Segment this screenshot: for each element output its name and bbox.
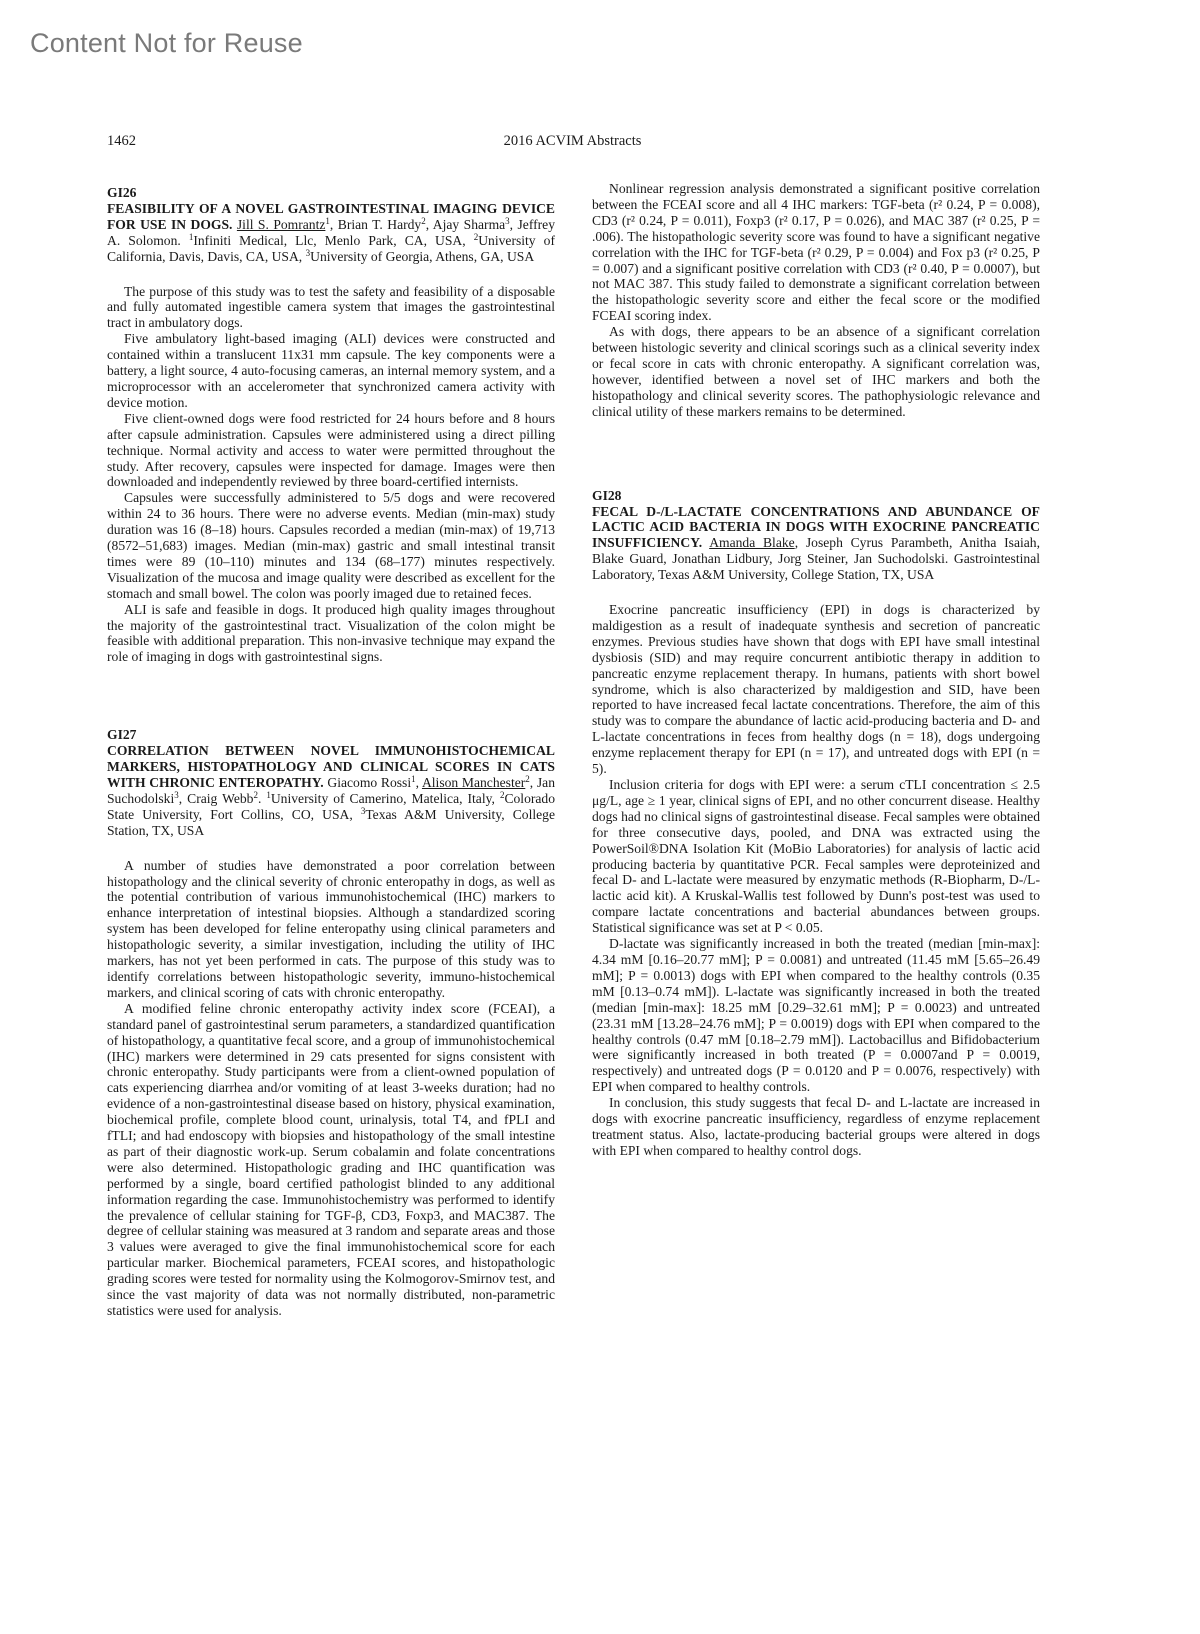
abstract-paragraph: Five ambulatory light-based imaging (ALI) devices were constructed and contained within a translucent 11x31 mm capsule. The key components were a battery, a light source, 4 auto-focusing cameras, an internal memory system, and a microprocessor with an accelerometer that synchronized camera activity with device motion. — [107, 331, 555, 410]
abstract-id: GI27 — [107, 727, 137, 743]
author: Jan Suchodolski — [107, 775, 555, 806]
abstract-gi26 — [107, 185, 555, 665]
abstract-header: GI28 FECAL D-/L-LACTATE CONCENTRATIONS AND ABUNDANCE OF LACTIC ACID BACTERIA IN DOGS WITH EXOCRINE PANCREATIC INSUFFICIENCY. Amanda Blake, Joseph Cyrus Parambeth, Anitha Isaiah, Blake Guard, Jonathan Lidbury, Jorg Steiner, Jan Suchodolski. Gastrointestinal Laboratory, Texas A&M University, College Station, TX, USA — [592, 487, 1040, 583]
running-header — [107, 133, 1038, 153]
abstract-id: GI26 — [107, 185, 137, 200]
abstract-title: CORRELATION BETWEEN NOVEL IMMUNOHISTOCHEMICAL MARKERS, HISTOPATHOLOGY AND CLINICAL SCORES IN CATS WITH CHRONIC ENTEROPATHY. — [107, 743, 555, 790]
abstract-paragraph: Capsules were successfully administered to 5/5 dogs and were recovered within 24 to 36 hours. There were no adverse events. Median (min-max) study duration was 16 (8–18) hours. Capsules recorded a median (min-max) of 19,713 (8572–51,683) images. Median (min-max) gastric and small intestinal transit times were 89 (10–110) minutes and 134 (68–177) minutes respectively. Visualization of the mucosa and image quality were described as excellent for the stomach and small bowel. The colon was poorly imaged due to retained feces. — [107, 490, 555, 601]
affiliation: Texas A&M University, College Station, TX, USA — [107, 806, 556, 838]
abstract-paragraph: In conclusion, this study suggests that fecal D- and L-lactate are increased in dogs with exocrine pancreatic insufficiency, regardless of enzyme replacement treatment status. Also, lactate-producing bacterial groups were altered in dogs with EPI when compared to healthy control dogs. — [592, 1095, 1040, 1158]
abstract-paragraph: D-lactate was significantly increased in both the treated (median [min-max]: 4.34 mM [0.16–20.77 mM]; P = 0.0081) and untreated (11.45 mM [5.65–26.49 mM]; P = 0.0013) dogs with EPI when compared to the healthy controls (0.35 mM [0.13–0.74 mM]). L-lactate was significantly increased in both the treated (median [min-max]: 18.25 mM [0.29–32.61 mM]; P = 0.0023) and untreated (23.31 mM [13.28–24.76 mM]; P = 0.0019) dogs with EPI when compared to the healthy controls (0.47 mM [0.18–2.79 mM]). Lactobacillus and Bifidobacterium were significantly increased in both treated (P = 0.0007and P = 0.0019, respectively) and untreated dogs (P = 0.0120 and P = 0.0076, respectively) with EPI when compared to healthy controls. — [592, 936, 1040, 1095]
affiliation: Infiniti Medical, Llc, Menlo Park, CA, USA, — [193, 232, 466, 248]
abstract-paragraph: As with dogs, there appears to be an absence of a significant correlation between histologic severity and clinical scorings such as a clinical severity index or fecal score in cats with chronic enteropathy. A significant correlation was, however, identified between a novel set of IHC markers and both the histopathology and clinical severity scores. The pathophysiologic relevance and clinical utility of these markers remains to be determined. — [592, 324, 1040, 419]
abstract-title: FEASIBILITY OF A NOVEL GASTROINTESTINAL IMAGING DEVICE FOR USE IN DOGS. — [107, 200, 555, 232]
abstract-paragraph: ALI is safe and feasible in dogs. It produced high quality images throughout the majority of the gastrointestinal tract. Visualization of the colon might be feasible with additional preparation. This non-invasive technique may expand the role of imaging in dogs with gastrointestinal signs. — [107, 601, 555, 665]
presenter-author: Alison Manchester — [421, 775, 526, 790]
abstract-paragraph: Exocrine pancreatic insufficiency (EPI) in dogs is characterized by maldigestion as a result of inadequate synthesis and secretion of pancreatic enzymes. Previous studies have shown that dogs with EPI have small intestinal dysbiosis (SID) and may require concurrent antibiotic therapy in addition to pancreatic enzyme replacement therapy. In humans, patients with short bowel syndrome, which is also characterized by maldigestion and SID, have been reported to have increased fecal lactate concentrations. Therefore, the aim of this study was to compare the abundance of lactic acid-producing bacteria and D- and L-lactate concentrations in feces from healthy dogs (n = 18), dogs undergoing enzyme replacement therapy for EPI (n = 17), and untreated dogs with EPI (n = 5). — [592, 602, 1040, 777]
author-list: Joseph Cyrus Parambeth, Anitha Isaiah, Blake Guard, Jonathan Lidbury, Jorg Steiner, Jan Suchodolski. — [592, 535, 1040, 567]
abstract-paragraph: Inclusion criteria for dogs with EPI were: a serum cTLI concentration ≤ 2.5 μg/L, age ≥ 1 year, clinical signs of EPI, and no other concurrent disease. Healthy dogs had no clinical signs of gastrointestinal disease. Fecal samples were obtained for three consecutive days, pooled, and DNA was extracted using the PowerSoil®DNA Isolation Kit (MoBio Laboratories) for analysis of lactic acid producing bacteria by quantitative PCR. Fecal samples were deproteinized and fecal D- and L-lactate were measured by enzymatic methods (R-Biopharm, D-/L-lactic acid kit). A Kruskal-Wallis test followed by Dunn's post-test was used to compare lactate concentrations and bacterial abundances between groups. Statistical significance was set at P < 0.05. — [592, 777, 1040, 936]
abstract-gi28 — [592, 488, 1040, 1159]
presenter-author: Amanda Blake — [709, 535, 795, 551]
presenter-author: Jill S. Pomrantz — [236, 216, 326, 232]
left-column — [107, 185, 555, 1319]
author: Jeffrey A. Solomon — [107, 216, 555, 248]
journal-title: 2016 ACVIM Abstracts — [503, 133, 642, 149]
abstract-header: GI27 CORRELATION BETWEEN NOVEL IMMUNOHISTOCHEMICAL MARKERS, HISTOPATHOLOGY AND CLINICAL SCORES IN CATS WITH CHRONIC ENTEROPATHY. Giacomo Rossi$^1$, Alison Manchester$^2$, Jan Suchodolski$^3$, Craig Webb$^2$. $^1$University of Camerino, Matelica, Italy, $^2$Colorado State University, Fort Collins, CO, USA, $^3$Texas A&M University, College Station, TX, USA — [107, 727, 556, 838]
abstract-paragraph: Nonlinear regression analysis demonstrated a significant positive correlation between the FCEAI score and all 4 IHC markers: TGF-beta (r² 0.24, P = 0.008), CD3 (r² 0.24, P = 0.011), Foxp3 (r² 0.17, P = 0.026), and MAC 387 (r² 0.25, P = .006). The histopathologic severity score was found to have a significant negative correlation with the IHC for TGF-beta (r² 0.29, P = 0.004) and Fox p3 (r² 0.25, P = 0.007) and a significant positive correlation with CD3 (r² 0.40, P = 0.0007), but not MAC 387. This study failed to demonstrate a significant correlation between the histopathologic severity score and either the fecal score or the modified FCEAI scoring index. — [592, 181, 1040, 324]
affiliation: University of Georgia, Athens, GA, USA — [310, 248, 535, 264]
author: Brian T. Hardy — [337, 216, 422, 232]
right-column — [592, 181, 1040, 1159]
page-number: 1462 — [107, 133, 136, 149]
abstract-paragraph: A number of studies have demonstrated a poor correlation between histopathology and the clinical severity of chronic enteropathy in dogs, as well as the potential contribution of various immunohistochemical (IHC) markers to enhance interpretation of intestinal biopsies. Although a standardized scoring system has been developed for feline enteropathy using clinical parameters and histopathologic severity, a similar investigation, including the utility of IHC markers, has not yet been performed in cats. The purpose of this study was to identify correlations between histopathologic severity, immuno-histochemical markers, and clinical scoring of cats with chronic enteropathy. — [107, 857, 555, 1000]
abstract-paragraph: Five client-owned dogs were food restricted for 24 hours before and 8 hours after capsule administration. Capsules were administered using a direct pilling technique. Normal activity and access to water were permitted throughout the study. After recovery, capsules were inspected for damage. Images were then downloaded and independently reviewed by three board-certified internists. — [107, 410, 555, 490]
author: Giacomo Rossi — [327, 775, 412, 790]
affiliation: Gastrointestinal Laboratory, Texas A&M University, College Station, TX, USA — [592, 551, 1040, 583]
abstract-id: GI28 — [592, 487, 622, 503]
affiliation: University of Camerino, Matelica, Italy, — [270, 790, 495, 806]
abstract-title: FECAL D-/L-LACTATE CONCENTRATIONS AND ABUNDANCE OF LACTIC ACID BACTERIA IN DOGS WITH EXOCRINE PANCREATIC INSUFFICIENCY. — [592, 503, 1040, 551]
abstract-paragraph: A modified feline chronic enteropathy activity index score (FCEAI), a standard panel of gastrointestinal serum parameters, a standardized quantification of histopathology, a quantitative fecal score, and a group of immunohistochemical (IHC) markers were determined in 29 cats presented for signs consistent with chronic enteropathy. Study participants were from a client-owned population of cats experiencing diarrhea and/or vomiting of at least 3-weeks duration; had no evidence of a non-gastrointestinal disease based on history, physical examination, biochemical profile, complete blood count, urinalysis, total T4, and fPLI and fTLI; and had endoscopy with biopsies and histopathology of the small intestine as part of their diagnostic work-up. Serum cobalamin and folate concentrations were also determined. Histopathologic grading and IHC quantification was performed by a single, board certified pathologist blinded to any additional information regarding the case. Immunohistochemistry was performed to identify the prevalence of cellular staining for TGF-β, CD3, Foxp3, and MAC387. The degree of cellular staining was measured at 3 random and separate areas and those 3 values were averaged to give the final immunohistochemical score for each particular marker. Biochemical parameters, FCEAI scores, and histopathologic grading scores were tested for normality using the Kolmogorov-Smirnov test, and since the vast majority of data was not normally distributed, non-parametric statistics were used for analysis. — [107, 1000, 555, 1318]
author: Craig Webb — [187, 790, 254, 806]
abstract-header: GI26 FEASIBILITY OF A NOVEL GASTROINTESTINAL IMAGING DEVICE FOR USE IN DOGS. Jill S. Pomrantz$^1$, Brian T. Hardy$^2$, Ajay Sharma$^3$, Jeffrey A. Solomon. $^1$Infiniti Medical, Llc, Menlo Park, CA, USA, $^2$University of California, Davis, Davis, CA, USA, $^3$University of Georgia, Athens, GA, USA — [107, 185, 555, 264]
watermark: Content Not for Reuse — [30, 28, 303, 58]
abstract-gi27 — [107, 727, 555, 1319]
affiliation: University of California, Davis, Davis, CA, USA, — [107, 232, 555, 264]
abstract-gi27-continued — [592, 181, 1040, 420]
abstract-paragraph: The purpose of this study was to test the safety and feasibility of a disposable and fully automated ingestible camera system that images the gastrointestinal tract in ambulatory dogs. — [107, 283, 555, 331]
affiliation: Colorado State University, Fort Collins, CO, USA, — [107, 790, 556, 822]
author: Ajay Sharma — [432, 216, 506, 232]
